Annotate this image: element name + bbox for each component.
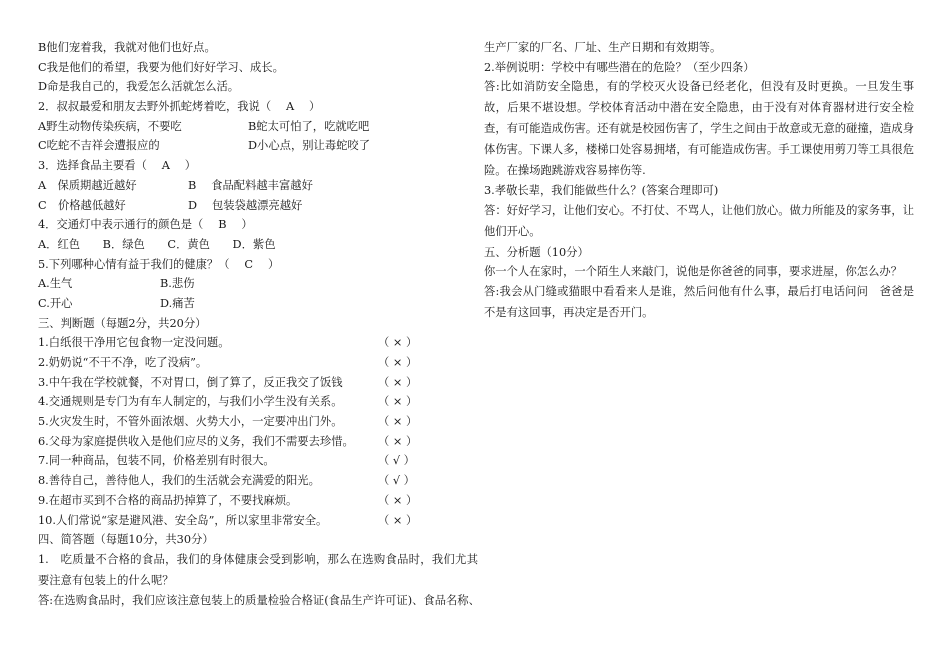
- q1-option-d: D命是我自己的，我爱怎么活就怎么活。: [38, 80, 240, 94]
- judgment-text: 2.奶奶说“不干不净，吃了没病”。: [38, 356, 208, 369]
- judgment-mark: （ × ）: [378, 336, 418, 350]
- q3-options-row-1: [38, 176, 478, 196]
- q3-option-c: C 价格越低越好: [38, 198, 126, 212]
- judgment-text: 8.善待自己，善待他人，我们的生活就会充满爱的阳光。: [38, 474, 320, 488]
- judgment-mark: （ √ ）: [378, 474, 415, 488]
- judgment-item: [38, 333, 478, 353]
- judgment-item: [38, 432, 478, 452]
- judgment-text: 7.同一种商品，包装不同，价格差别有时很大。: [38, 454, 275, 468]
- judgment-mark: （ × ）: [378, 434, 418, 448]
- section5-title: 五、分析题（10分）: [484, 245, 589, 259]
- judgment-mark: （ × ）: [378, 493, 418, 507]
- q3-question: 3．选择食品主要看（ A ）: [38, 159, 197, 173]
- q1-option-c: C我是他们的希望，我要为他们好好学习、成长。: [38, 60, 284, 74]
- judgment-mark: （ √ ）: [378, 454, 415, 468]
- judgment-item: [38, 511, 478, 531]
- short2-question: 2.举例说明：学校中有哪些潜在的危险？（至少四条）: [484, 60, 755, 74]
- q5-option-d: D.痛苦: [160, 296, 195, 310]
- judgment-text: 10.人们常说“家是避风港、安全岛”，所以家里非常安全。: [38, 513, 328, 527]
- short2-answer: 答:比如消防安全隐患，有的学校灭火设备已经老化，但没有及时更换。一旦发生事故，后果不堪设想。学校体育活动中潜在安全隐患，由于没有对体育器材进行安全检查，有可能造成伤害。还有就是校园伤害了，学生之间由于故意或无意的碰撞，造成身体伤害。下课人多，楼梯口处容易拥堵，有可能造成伤害。手工课使用剪刀等工具很危险。在操场跑跳游戏容易摔伤等.: [484, 80, 914, 177]
- section4-title: 四、简答题（每题10分，共30分）: [38, 533, 214, 547]
- q2-question: 2．叔叔最爱和朋友去野外抓蛇烤着吃，我说（ A ）: [38, 100, 321, 114]
- analysis-answer: 答:我会从门缝或猫眼中看看来人是谁，然后问他有什么事，最后打电话问问 爸爸是不是有这回事，再决定是否开门。: [484, 285, 914, 319]
- q2-options-row-2: [38, 136, 478, 156]
- q2-option-d: D小心点，别让毒蛇咬了: [248, 139, 371, 153]
- q2-option-b: B蛇太可怕了，吃就吃吧: [248, 119, 370, 133]
- short3-answer: 答：好好学习，让他们安心。不打仗、不骂人，让他们放心。做力所能及的家务事，让他们开心。: [484, 204, 914, 238]
- q4-options: A．红色 B．绿色 C．黄色 D．紫色: [38, 237, 276, 251]
- judgment-mark: （ × ）: [378, 513, 418, 527]
- judgment-mark: （ × ）: [378, 395, 418, 409]
- q3-option-a: A 保质期越近越好: [38, 178, 137, 192]
- short1-question: 1. 吃质量不合格的食品，我们的身体健康会受到影响，那么在选购食品时，我们尤其要注意有包装上的什么呢？: [38, 552, 478, 587]
- judgment-text: 3.中午我在学校就餐，不对胃口，倒了算了，反正我交了饭钱: [38, 375, 343, 389]
- judgment-mark: （ × ）: [378, 356, 418, 369]
- judgment-item: [38, 353, 478, 373]
- judgment-text: 4.交通规则是专门为有车人制定的，与我们小学生没有关系。: [38, 395, 343, 409]
- judgment-item: [38, 392, 478, 412]
- right-column: [484, 38, 914, 324]
- q2-option-a: A野生动物传染疾病，不要吃: [38, 119, 182, 133]
- q1-option-b: B他们宠着我，我就对他们也好点。: [38, 41, 216, 54]
- q2-options-row-1: [38, 117, 478, 137]
- section3-title: 三、判断题（每题2分，共20分）: [38, 316, 207, 330]
- judgment-mark: （ × ）: [378, 415, 418, 429]
- q5-options-row-2: [38, 294, 478, 314]
- q3-options-row-2: [38, 196, 478, 216]
- q5-option-c: C.开心: [38, 296, 73, 310]
- q5-option-a: A.生气: [38, 277, 73, 291]
- judgment-text: 1.白纸很干净用它包食物一定没问题。: [38, 336, 230, 350]
- short1-answer-start: 答:在选购食品时，我们应该注意包装上的质量检验合格证(食品生产许可证)、食品名称、: [38, 594, 480, 608]
- q4-question: 4．交通灯中表示通行的颜色是（ B ）: [38, 218, 253, 232]
- judgment-item: [38, 412, 478, 432]
- short3-question: 3.孝敬长辈，我们能做些什么？(答案合理即可): [484, 184, 719, 198]
- left-column: [38, 38, 478, 611]
- q3-option-b: B 食品配料越丰富越好: [188, 178, 313, 192]
- judgment-item: [38, 471, 478, 491]
- judgment-text: 5.火灾发生时，不管外面浓烟、火势大小，一定要冲出门外。: [38, 415, 343, 429]
- q2-option-c: C吃蛇不吉祥会遭报应的: [38, 139, 160, 153]
- q3-option-d: D 包装袋越漂亮越好: [188, 198, 303, 212]
- analysis-question: 你一个人在家时，一个陌生人来敲门，说他是你爸爸的同事，要求进屋，你怎么办？: [484, 265, 902, 279]
- judgment-text: 6.父母为家庭提供收入是他们应尽的义务，我们不需要去珍惜。: [38, 434, 354, 448]
- q5-option-b: B.悲伤: [160, 277, 195, 291]
- judgment-item: [38, 491, 478, 511]
- judgment-item: [38, 451, 478, 471]
- q5-options-row-1: [38, 274, 478, 294]
- short1-answer-end: 生产厂家的厂名、厂址、生产日期和有效期等。: [484, 41, 722, 54]
- judgment-mark: （ × ）: [378, 375, 418, 389]
- q5-question: 5.下列哪种心情有益于我们的健康？（ C ）: [38, 257, 280, 271]
- judgment-item: [38, 373, 478, 393]
- judgment-text: 9.在超市买到不合格的商品扔掉算了，不要找麻烦。: [38, 493, 298, 507]
